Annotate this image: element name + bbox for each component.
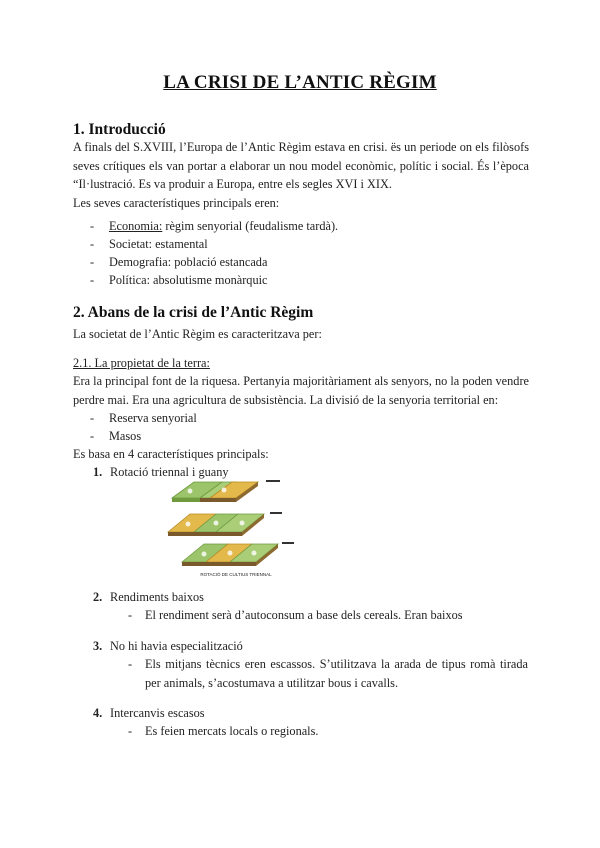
section-1-intro bbox=[73, 138, 529, 212]
feature-label: Rendiments baixos bbox=[110, 590, 204, 604]
section-1-heading: 1. Introducció bbox=[73, 121, 166, 138]
list-item: - Reserva senyorial bbox=[90, 411, 197, 425]
politics-text: Política: absolutisme monàrquic bbox=[109, 273, 268, 287]
feature-detail-text: El rendiment serà d’autoconsum a base dels cereals. Eran baixos bbox=[145, 608, 463, 622]
feature-label: Intercanvis escasos bbox=[110, 706, 205, 720]
feature-item bbox=[93, 637, 243, 655]
feature-detail-text: Es feien mercats locals o regionals. bbox=[145, 724, 319, 738]
land-paragraph bbox=[73, 372, 529, 409]
feature-detail: - Es feien mercats locals o regionals. bbox=[128, 722, 528, 741]
subsection-heading: 2.1. La propietat de la terra: bbox=[73, 356, 210, 370]
feature-detail: - Els mitjans tècnics eren escassos. S’utilitzava la arada de tipus romà tirada per animals, s’acostumava a utilitzar bous i cavalls. bbox=[128, 655, 528, 692]
basis-lead: Es basa en 4 característiques principals: bbox=[73, 447, 269, 461]
crop-rotation-illustration bbox=[166, 470, 306, 578]
page-title: LA CRISI DE L’ANTIC RÈGIM bbox=[163, 72, 437, 93]
feature-number: 4. bbox=[93, 706, 103, 720]
feature-item bbox=[93, 588, 204, 606]
intro-line-2: seves crítiques els van portar a elaborar un nou model econòmic, polític i social. És l’època bbox=[73, 158, 529, 173]
intro-line-1: A finals del S.XVIII, l’Europa de l’Antic Règim estava en crisi. ës un periode on els filòsofs bbox=[73, 140, 529, 154]
field-row-2 bbox=[168, 514, 264, 536]
feature-detail: - El rendiment serà d’autoconsum a base dels cereals. Eran baixos bbox=[128, 606, 528, 625]
feature-item bbox=[93, 704, 205, 722]
division-item-reserva: Reserva senyorial bbox=[109, 411, 197, 425]
characteristics-lead: Les seves característiques principals eren: bbox=[73, 195, 280, 210]
land-line-2: perdre mai. Era una agricultura de subsistència. La divisió de la senyoria territorial en: bbox=[73, 392, 499, 407]
feature-label: No hi havia especialització bbox=[110, 639, 243, 653]
field-row-1 bbox=[172, 482, 258, 502]
list-item: - Masos bbox=[90, 429, 142, 443]
list-item: - Política: absolutisme monàrquic bbox=[90, 273, 268, 287]
section-2-lead: La societat de l’Antic Règim es caracteritzava per: bbox=[73, 327, 322, 341]
list-item: - Societat: estamental bbox=[90, 237, 208, 251]
division-item-masos: Masos bbox=[109, 429, 142, 443]
intro-line-3: “Il·lustració. Es va produir a Europa, entre els segles XVI i XIX. bbox=[73, 177, 392, 191]
list-item: - Economia: règim senyorial (feudalisme tardà). bbox=[90, 219, 339, 233]
economy-label: Economia: bbox=[109, 219, 163, 233]
feature-number: 3. bbox=[93, 639, 103, 653]
feature-detail-text: Els mitjans tècnics eren escassos. S’utilitzava la arada de tipus romà tirada per animals, s’acostumava a utilitzar bous i cavalls. bbox=[145, 657, 528, 690]
feature-label: Rotació triennal i guany bbox=[110, 465, 229, 479]
feature-number: 1. bbox=[93, 465, 103, 479]
society-text: Societat: estamental bbox=[109, 237, 208, 251]
land-line-1: Era la principal font de la riquesa. Pertanyia majoritàriament als senyors, no la poden vendre bbox=[73, 374, 529, 388]
field-row-3 bbox=[182, 544, 278, 566]
economy-text: règim senyorial (feudalisme tardà). bbox=[162, 219, 339, 233]
feature-number: 2. bbox=[93, 590, 103, 604]
figure-caption: ROTACIÓ DE CULTIUS TRIENNAL bbox=[200, 572, 272, 577]
list-item: - Demografia: població estancada bbox=[90, 255, 268, 269]
demography-text: Demografia: població estancada bbox=[109, 255, 268, 269]
section-2-heading: 2. Abans de la crisi de l’Antic Règim bbox=[73, 304, 314, 321]
